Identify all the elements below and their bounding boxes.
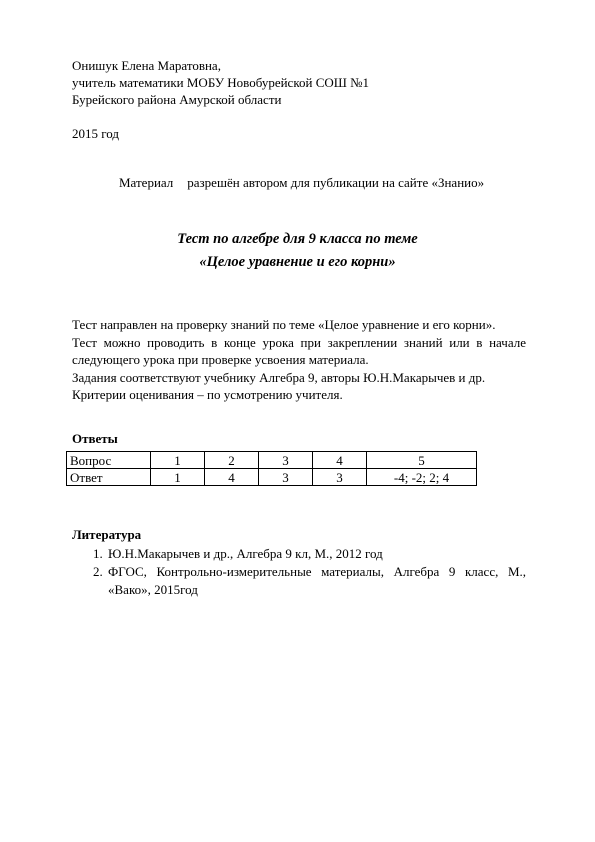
answers-heading: Ответы (72, 431, 118, 446)
table-cell: 3 (259, 469, 313, 486)
table-cell: 5 (367, 452, 477, 469)
list-item: 2. ФГОС, Контрольно-измерительные материалы, Алгебра 9 класс, М., «Вако», 2015год (106, 563, 526, 599)
table-cell: 3 (313, 469, 367, 486)
table-cell: 2 (205, 452, 259, 469)
table-cell: -4; -2; 2; 4 (367, 469, 477, 486)
literature-heading: Литература (72, 527, 142, 542)
author-name: Онишук Елена Маратовна, (72, 58, 221, 73)
author-block (72, 57, 369, 108)
title-line-2: «Целое уравнение и его корни» (199, 254, 396, 270)
answers-table (66, 451, 477, 486)
description-paragraph-1: Тест направлен на проверку знаний по теме «Целое уравнение и его корни». (72, 317, 496, 332)
list-item: 1. Ю.Н.Макарычев и др., Алгебра 9 кл, М., 2012 год (106, 545, 526, 563)
permission-note (119, 175, 484, 191)
title-line-1: Тест по алгебре для 9 класса по теме (177, 231, 418, 247)
literature-list (72, 545, 526, 599)
description-paragraph-3: Задания соответствуют учебнику Алгебра 9, авторы Ю.Н.Макарычев и др. (72, 369, 486, 385)
document-title (0, 228, 595, 274)
table-cell: 4 (205, 469, 259, 486)
table-cell: 4 (313, 452, 367, 469)
description-paragraph-2: Тест можно проводить в конце урока при закреплении знаний или в начале следующего урока при проверке усвоения материала. (72, 334, 526, 367)
table-cell: 3 (259, 452, 313, 469)
permission-part-1: Материал (119, 175, 174, 190)
description (72, 316, 526, 404)
description-paragraph-4: Критерии оценивания – по усмотрению учителя. (72, 387, 343, 402)
table-cell-label: Ответ (67, 469, 151, 486)
table-row-question (67, 452, 477, 469)
table-cell: 1 (151, 452, 205, 469)
table-cell: 1 (151, 469, 205, 486)
table-row-answer (67, 469, 477, 486)
author-position: учитель математики МОБУ Новобурейской СОШ №1 (72, 75, 370, 90)
year: 2015 год (72, 126, 119, 141)
author-region: Бурейского района Амурской области (72, 92, 282, 107)
permission-part-2: разрешён автором для публикации на сайте «Знанио» (187, 175, 485, 190)
table-cell-label: Вопрос (67, 452, 151, 469)
